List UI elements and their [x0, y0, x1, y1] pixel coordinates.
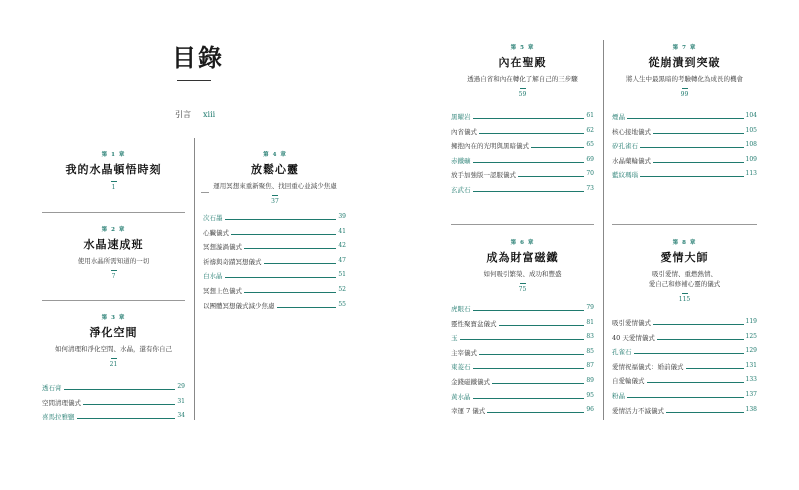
chapter-label: 第 5 章 — [510, 45, 535, 51]
entry-text: 冥想上色儀式 — [203, 286, 242, 295]
entry-page: 65 — [586, 141, 594, 149]
entry-text: 粉晶 — [612, 391, 625, 400]
entry-text: 玉 — [451, 334, 458, 343]
toc-entry[interactable] — [451, 127, 594, 142]
entry-page: 73 — [586, 184, 594, 192]
toc-entry[interactable] — [451, 362, 594, 377]
chapter-8-list — [612, 318, 757, 420]
chapter-page: 59 — [518, 91, 527, 98]
entry-text: 吸引愛情儀式 — [612, 319, 651, 327]
chapter-name: 內在聖殿 — [498, 56, 547, 69]
chapter-1[interactable] — [42, 150, 185, 191]
entry-text: 心臟儀式 — [203, 228, 229, 237]
chapter-name: 放鬆心靈 — [251, 163, 299, 176]
toc-entry[interactable] — [451, 377, 594, 392]
toc-entry[interactable] — [612, 333, 757, 348]
entry-page: 119 — [745, 318, 757, 325]
chapter-3[interactable] — [42, 313, 185, 368]
chapter-subtitle: 運用冥想來重新聚焦、找回重心並減少焦慮 — [213, 182, 337, 190]
chapter-name: 水晶速成班 — [83, 238, 144, 251]
entry-text: 煙晶 — [612, 113, 625, 121]
entry-page: 52 — [338, 285, 346, 293]
entry-page: 133 — [745, 376, 757, 384]
entry-page: 129 — [745, 347, 757, 355]
toc-entry[interactable] — [203, 228, 346, 243]
toc-entry[interactable] — [203, 213, 346, 228]
toc-entry[interactable] — [203, 242, 346, 257]
entry-text: 幸運 7 儀式 — [451, 407, 486, 416]
toc-entry[interactable] — [203, 301, 346, 316]
chapter-5[interactable] — [451, 43, 594, 98]
entry-page: 104 — [745, 112, 757, 119]
entry-text: 赤鐵礦 — [451, 156, 471, 165]
chapter-label: 第 6 章 — [510, 240, 535, 246]
entry-page: 138 — [745, 405, 757, 413]
toc-entry[interactable] — [612, 347, 757, 362]
chapter-dash — [520, 283, 526, 284]
entry-page: 70 — [586, 170, 594, 178]
chapter-name: 淨化空間 — [89, 326, 138, 339]
intro-entry[interactable] — [175, 109, 215, 120]
chapter-page: 21 — [109, 361, 118, 368]
toc-entry[interactable] — [203, 257, 346, 272]
toc-entry[interactable] — [451, 406, 594, 421]
entry-text: 以團體冥想儀式減少焦慮 — [203, 301, 275, 310]
chapter-subtitle: 吸引愛情、重燃熱情、 愛自己和修補心靈的儀式 — [648, 270, 721, 288]
chapter-label: 第 2 章 — [101, 227, 126, 233]
chapter-name: 我的水晶頓悟時刻 — [65, 163, 162, 176]
entry-text: 黑曜岩 — [451, 113, 471, 121]
title-underline — [177, 80, 211, 81]
entry-page: 61 — [586, 112, 594, 119]
entry-text: 藍紋瑪瑙 — [612, 171, 638, 180]
chapter-label: 第 1 章 — [101, 152, 126, 158]
chapter-name: 成為財富磁鐵 — [486, 251, 559, 264]
entry-text: 透石膏 — [42, 384, 62, 392]
toc-entry[interactable] — [42, 412, 185, 427]
chapter-6[interactable] — [451, 238, 594, 293]
toc-entry[interactable] — [612, 391, 757, 406]
entry-text: 自愛輪儀式 — [612, 377, 645, 386]
chapter-dash — [272, 195, 278, 196]
entry-text: 主宰儀式 — [451, 348, 477, 357]
column-divider-right — [603, 40, 604, 420]
entry-page: 108 — [745, 141, 757, 149]
toc-entry[interactable] — [612, 127, 757, 142]
entry-page: 125 — [745, 332, 757, 340]
entry-text: 祈禱與奇蹟冥想儀式 — [203, 257, 262, 266]
entry-page: 41 — [338, 227, 346, 235]
chapter-dash — [682, 293, 688, 294]
toc-entry[interactable] — [612, 376, 757, 391]
entry-page: 55 — [338, 300, 346, 308]
toc-entry[interactable] — [203, 286, 346, 301]
entry-text: 靈性聚寶盆儀式 — [451, 319, 497, 328]
toc-entry[interactable] — [612, 362, 757, 377]
entry-page: 83 — [586, 333, 594, 341]
entry-text: 放手加強版一認服儀式 — [451, 171, 516, 180]
chapter-dash — [111, 181, 117, 182]
entry-text: 黃水晶 — [451, 392, 471, 401]
chapter-4[interactable] — [200, 150, 350, 205]
toc-entry[interactable] — [612, 141, 757, 156]
toc-title: 目錄 — [172, 43, 224, 72]
chapter-subtitle: 透過自省和內在轉化了解自己的三步驟 — [467, 75, 578, 83]
chapter-7[interactable] — [612, 43, 757, 98]
entry-text: 喜馬拉雅鹽 — [42, 413, 75, 422]
toc-entry[interactable] — [451, 112, 594, 127]
chapter-page: 37 — [271, 198, 279, 205]
chapter-page: 99 — [680, 91, 689, 98]
chapter-subtitle: 將人生中最黑暗的考驗轉化為成長的機會 — [626, 75, 743, 83]
chapter-divider — [42, 300, 185, 301]
entry-page: 62 — [586, 126, 594, 134]
toc-entry[interactable] — [612, 112, 757, 127]
chapter-name: 從崩潰到突破 — [648, 56, 721, 69]
toc-entry[interactable] — [451, 319, 594, 334]
intro-page: xiii — [203, 110, 216, 119]
entry-page: 69 — [586, 155, 594, 163]
chapter-divider — [451, 224, 594, 225]
chapter-dash — [520, 88, 526, 89]
toc-entry[interactable] — [612, 406, 757, 421]
chapter-page: 75 — [518, 286, 527, 293]
chapter-dash — [111, 270, 117, 271]
entry-page: 89 — [586, 376, 594, 384]
entry-page: 39 — [338, 213, 346, 220]
toc-entry[interactable] — [42, 398, 185, 413]
entry-page: 95 — [586, 391, 594, 399]
entry-text: 孔雀石 — [612, 348, 632, 357]
entry-text: 白水晶 — [203, 272, 223, 281]
chapter-label: 第 8 章 — [672, 240, 697, 246]
entry-text: 冥想漩渦儀式 — [203, 243, 242, 252]
chapter-label: 第 7 章 — [672, 45, 697, 51]
entry-page: 96 — [586, 406, 594, 414]
chapter-2[interactable] — [42, 225, 185, 280]
toc-entry[interactable] — [451, 170, 594, 185]
chapter-dash — [111, 358, 117, 359]
chapter-label: 第 4 章 — [263, 152, 287, 158]
entry-page: 42 — [338, 242, 346, 250]
toc-entry[interactable] — [451, 304, 594, 319]
entry-text: 愛情活力不滅儀式 — [612, 406, 664, 415]
toc-entry[interactable] — [42, 383, 185, 398]
toc-entry[interactable] — [451, 185, 594, 200]
entry-text: 核心接地儀式 — [612, 127, 651, 136]
chapter-name: 愛情大師 — [660, 251, 709, 264]
entry-page: 137 — [745, 390, 757, 398]
toc-entry[interactable] — [451, 348, 594, 363]
toc-entry[interactable] — [203, 271, 346, 286]
chapter-dash — [682, 88, 688, 89]
chapter-6-list — [451, 304, 594, 421]
chapter-label: 第 3 章 — [101, 315, 126, 321]
entry-page: 79 — [586, 304, 594, 311]
intro-label: 引言 — [175, 110, 191, 119]
entry-page: 34 — [177, 412, 185, 420]
toc-entry[interactable] — [451, 392, 594, 407]
entry-text: 玄武石 — [451, 185, 471, 194]
entry-page: 109 — [745, 155, 757, 163]
entry-text: 空間清理儀式 — [42, 398, 81, 407]
entry-text: 金錢磁鐵儀式 — [451, 377, 490, 386]
chapter-divider — [42, 212, 185, 213]
entry-text: 40 天愛情儀式 — [612, 333, 655, 342]
chapter-3-list — [42, 383, 185, 427]
entry-page: 85 — [586, 347, 594, 355]
chapter-subtitle: 如何吸引繁榮、成功和豐盛 — [483, 270, 562, 278]
toc-entry[interactable] — [451, 333, 594, 348]
entry-page: 87 — [586, 362, 594, 370]
chapter-4-list — [203, 213, 346, 315]
entry-page: 113 — [745, 170, 757, 178]
entry-page: 47 — [338, 256, 346, 264]
toc-entry[interactable] — [612, 156, 757, 171]
chapter-page: 115 — [678, 296, 691, 303]
entry-text: 次石墨 — [203, 214, 223, 222]
entry-page: 131 — [745, 361, 757, 369]
entry-text: 矽孔雀石 — [612, 142, 638, 151]
chapter-divider — [612, 224, 757, 225]
entry-text: 水晶藥輪儀式 — [612, 156, 651, 165]
entry-text: 東菱石 — [451, 363, 471, 372]
chapter-subtitle: 使用水晶所需知道的一切 — [77, 257, 150, 265]
chapter-page: 1 — [111, 184, 116, 191]
entry-text: 內省儀式 — [451, 127, 477, 136]
entry-text: 虎眼石 — [451, 305, 471, 313]
entry-page: 51 — [338, 271, 346, 279]
chapter-7-list — [612, 112, 757, 185]
toc-entry[interactable] — [612, 170, 757, 185]
chapter-subtitle: 如何清理和淨化空間、水晶，還有你自己 — [55, 345, 172, 353]
chapter-5-list — [451, 112, 594, 200]
toc-entry[interactable] — [451, 141, 594, 156]
toc-entry[interactable] — [612, 318, 757, 333]
entry-page: 81 — [586, 318, 594, 326]
leader-line — [612, 397, 757, 398]
column-divider-left — [194, 138, 195, 420]
entry-page: 105 — [745, 126, 757, 134]
toc-entry[interactable] — [451, 156, 594, 171]
entry-page: 29 — [177, 383, 185, 390]
entry-page: 31 — [177, 397, 185, 405]
entry-text: 愛情祝福儀式：婚前儀式 — [612, 362, 684, 371]
leader-line — [612, 353, 757, 354]
chapter-8[interactable] — [612, 238, 757, 303]
leader-line — [451, 339, 594, 340]
leader-line — [612, 118, 757, 119]
chapter-page: 7 — [111, 273, 116, 280]
entry-text: 擁抱內在的光明與黑暗儀式 — [451, 142, 529, 151]
